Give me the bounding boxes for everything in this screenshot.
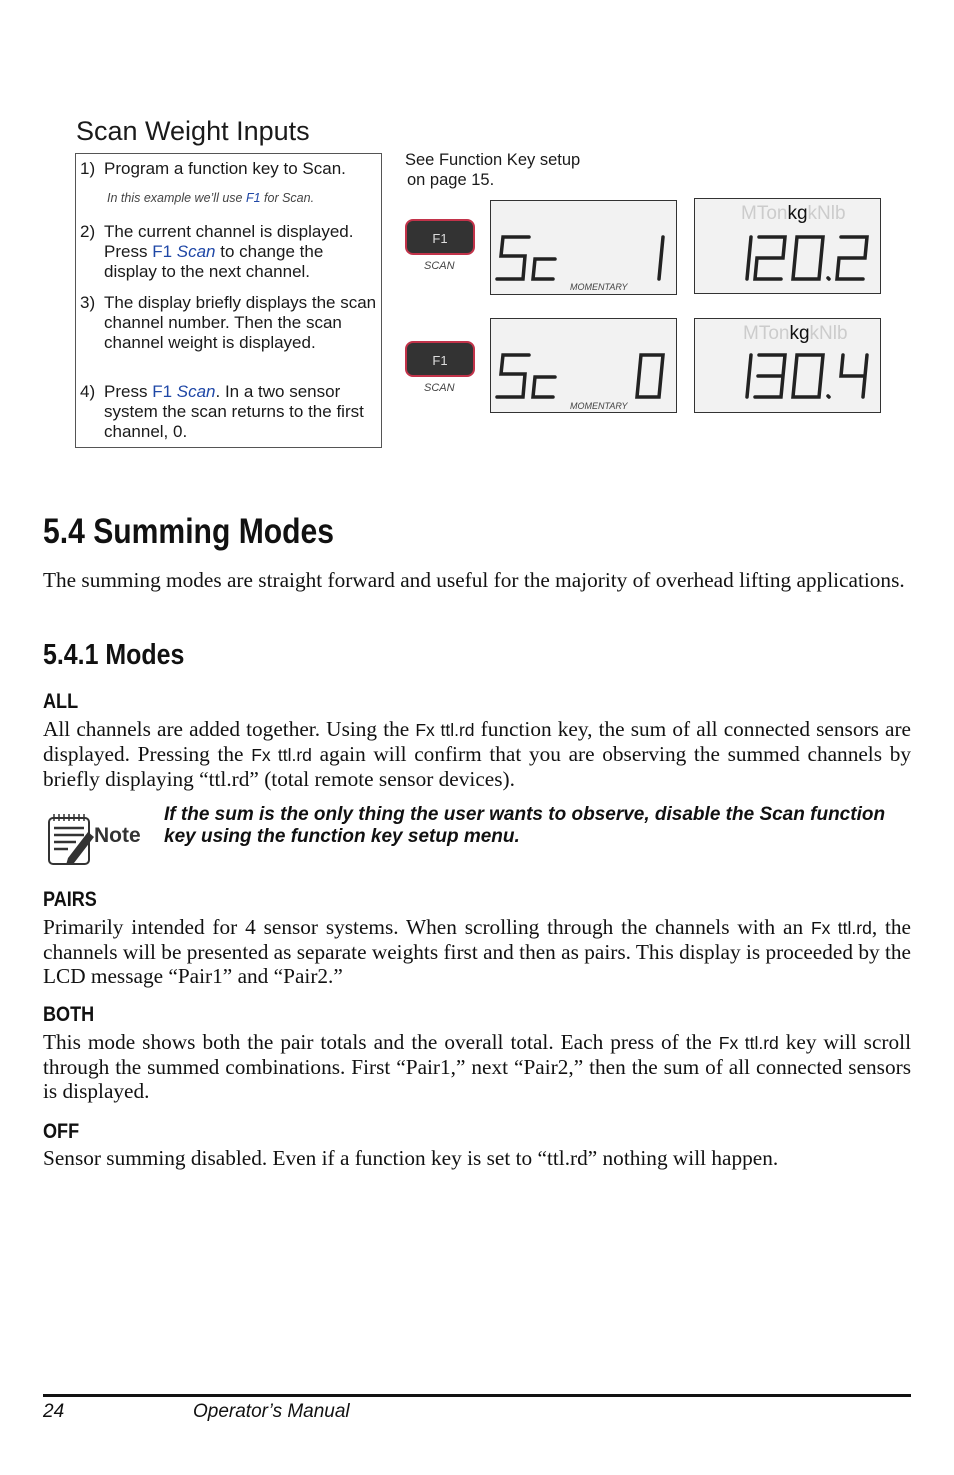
text-run: , the channels will be presented as separate weights first and then as pairs. This display is proceeded by the LCD message “Pair1” and “Pair2.” [43,915,911,988]
off-description: Sensor summing disabled. Even if a function key is set to “ttl.rd” nothing will happen. [43,1146,779,1170]
step-4 [80,382,378,442]
all-description [43,717,911,791]
section-intro: The summing modes are straight forward and useful for the majority of overhead lifting applications. [43,568,905,592]
note-text: If the sum is the only thing the user wants to observe, disable the Scan function key using the function key setup menu. [164,804,886,847]
manual-title: Operator’s Manual [193,1401,350,1422]
step-key: F1 [152,242,173,261]
function-key-ref: Fx ttl.rd [251,745,312,765]
footer-rule [43,1394,911,1397]
step-pre: Press [104,382,153,401]
step-post: . In a two sensor system the scan returns to the first channel, 0. [104,382,364,441]
step-3 [80,293,378,353]
unit-lb: lb [832,323,848,344]
function-key-ref: Fx ttl.rd [718,1033,779,1053]
step-key: F1 [152,382,173,401]
text-run: key will scroll through the summed combinations. First “Pair1,” next “Pair2,” then the sum of all connected sensors is displayed. [43,1030,911,1103]
unit-kn: kN [809,323,833,344]
unit-mton: MTon [743,323,790,344]
figure-title: Scan Weight Inputs [76,116,310,146]
term-pairs: PAIRS [43,888,97,911]
text-run: Primarily intended for 4 sensor systems. When scrolling through the channels with an [43,915,811,939]
text-run: All channels are added together. Using the [43,717,416,741]
see-note-line-2: on page 15. [407,171,495,189]
pairs-description [43,915,911,988]
function-key-ref: Fx ttl.rd [415,720,475,740]
step-text: Program a function key to Scan. [104,159,346,178]
both-description [43,1030,911,1103]
example-key: F1 [245,191,261,205]
step-text [104,222,378,282]
page-number: 24 [43,1401,65,1422]
seven-segment-readout [695,199,882,295]
note-label: Note [94,824,141,847]
step-key-label: Scan [176,382,216,401]
f1-button-caption: SCAN [424,260,455,272]
step-text: The display briefly displays the scan channel number. Then the scan channel weight is displayed. [104,293,377,352]
step-1 [80,159,378,179]
seven-segment-readout [695,319,882,414]
term-both: BOTH [43,1003,95,1026]
term-all: ALL [43,690,79,713]
lcd-caption: MOMENTARY [570,282,628,292]
step-post: to change the display to the next channel. [104,242,324,281]
unit-lb: lb [830,203,846,224]
step-key-label: Scan [176,242,216,261]
lcd-channel-display [490,200,677,295]
step-number: 3) [80,293,96,312]
term-off: OFF [43,1120,80,1143]
f1-scan-button[interactable]: F1 [405,341,475,377]
steps-box [75,153,382,448]
section-heading: 5.4 Summing Modes [43,512,335,551]
see-note-line-1: See Function Key setup [405,151,581,169]
unit-mton: MTon [741,203,788,224]
seven-segment-readout [491,319,678,414]
lcd-caption: MOMENTARY [570,401,628,411]
step-number: 4) [80,382,96,401]
step-example [107,191,314,205]
unit-kg: kg [787,203,808,224]
step-number: 2) [80,222,96,241]
step-text [104,382,378,442]
function-key-ref: Fx ttl.rd [810,918,872,938]
step-number: 1) [80,159,96,178]
subsection-heading: 5.4.1 Modes [43,639,185,671]
example-post: for Scan. [260,191,315,205]
step-2 [80,222,378,282]
f1-scan-button[interactable]: F1 [405,219,475,255]
unit-kg: kg [789,323,810,344]
lcd-channel-display [490,318,677,413]
note-icon [46,812,151,870]
unit-kn: kN [807,203,831,224]
see-function-key-note [405,150,580,190]
lcd-weight-display [694,318,881,413]
text-run: This mode shows both the pair totals and the overall total. Each press of the [43,1030,719,1054]
example-pre: In this example we’ll use [107,191,246,205]
text-run: again will confirm that you are observing the summed channels by briefly displaying “ttl.rd” (total remote sensor devices). [43,742,911,791]
text-run: function key, the sum of all connected sensors are displayed. Pressing the [43,717,911,766]
lcd-weight-display [694,198,881,294]
step-pre: The current channel is displayed. Press [104,222,354,261]
f1-button-caption: SCAN [424,382,455,394]
